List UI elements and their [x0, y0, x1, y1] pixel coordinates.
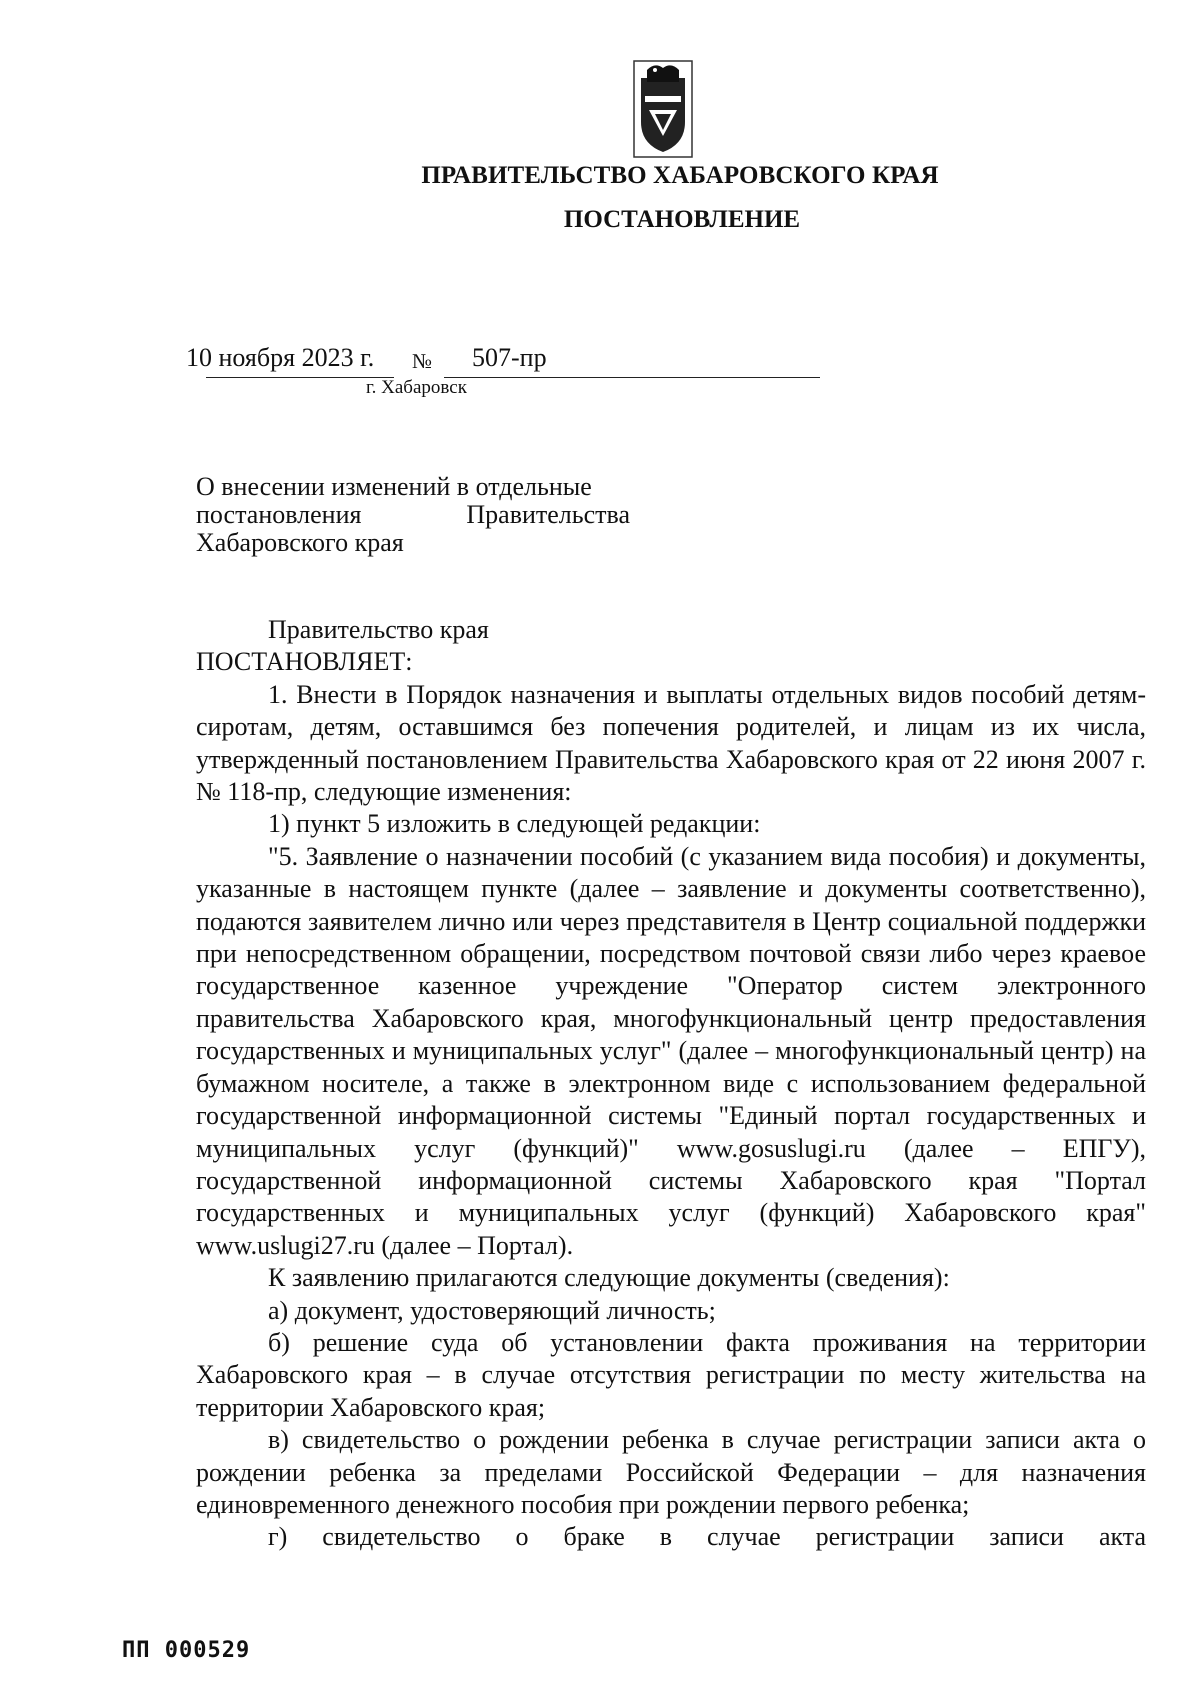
- government-title: ПРАВИТЕЛЬСТВО ХАБАРОВСКОГО КРАЯ: [421, 162, 939, 189]
- number-underline: [444, 377, 820, 378]
- body-paragraph: г) свидетельство о браке в случае регистрации записи акта: [268, 1522, 1146, 1552]
- document-date: 10 ноября 2023 г.: [186, 343, 375, 372]
- document-city: г. Хабаровск: [366, 377, 467, 398]
- body-paragraph: 1. Внести в Порядок назначения и выплаты отдельных видов пособий детям-сиротам, детям, оставшимся без попечения родителей, и лицам из их числа, утвержденный постановлением Правительства Хабаровского края от 22 июня 2007 г. № 118-пр, следующие изменения:: [196, 679, 1146, 807]
- date-number-line: [186, 343, 636, 379]
- body-paragraph: Правительство края: [268, 615, 489, 644]
- body-paragraph: а) документ, удостоверяющий личность;: [268, 1295, 716, 1325]
- body-paragraph: 1) пункт 5 изложить в следующей редакции:: [268, 809, 761, 839]
- number-sign: №: [412, 349, 433, 373]
- body-paragraph: б) решение суда об установлении факта проживания на территории Хабаровского края – в случае отсутствия регистрации по месту жительства на территории Хабаровского края;: [196, 1327, 1146, 1422]
- document-subject: [196, 473, 630, 557]
- subject-line: [196, 501, 630, 529]
- document-body: [196, 614, 1146, 1554]
- body-paragraph: в) свидетельство о рождении ребенка в случае регистрации записи акта о рождении ребенка за пределами Российской Федерации – для назначения единовременного денежного пособия при рождении первого ребенка;: [196, 1425, 1146, 1519]
- subject-line: Хабаровского края: [196, 528, 404, 557]
- subject-word: постановления: [196, 500, 362, 529]
- document-type: ПОСТАНОВЛЕНИЕ: [563, 206, 801, 233]
- coat-of-arms-icon: [633, 60, 693, 158]
- body-paragraph: ПОСТАНОВЛЯЕТ:: [196, 647, 413, 677]
- subject-word: Правительства: [466, 500, 630, 529]
- body-paragraph: "5. Заявление о назначении пособий (с указанием вида пособия) и документы, указанные в настоящем пункте (далее – заявление и документы соответственно), подаются заявителем лично или через представителя в Центр социальной поддержки при непосредственном обращении, посредством почтовой связи либо через краевое государственное казенное учреждение "Оператор систем электронного правительства Хабаровского края, многофункциональный центр предоставления государственных и муниципальных услуг" (далее – многофункциональный центр) на бумажном носителе, а также в электронном виде с использованием федеральной государственной информационной системы "Единый портал государственных и муниципальных услуг (функций)" www.gosuslugi.ru (далее – ЕПГУ), государственной информационной системы Хабаровского края "Портал государственных и муниципальных услуг (функций) Хабаровского края" www.uslugi27.ru (далее – Портал).: [196, 841, 1146, 1260]
- subject-line: О внесении изменений в отдельные: [196, 472, 592, 501]
- footer-code: ПП 000529: [122, 1638, 251, 1663]
- document-number: 507-пр: [472, 343, 547, 372]
- body-paragraph: К заявлению прилагаются следующие документы (сведения):: [268, 1263, 950, 1293]
